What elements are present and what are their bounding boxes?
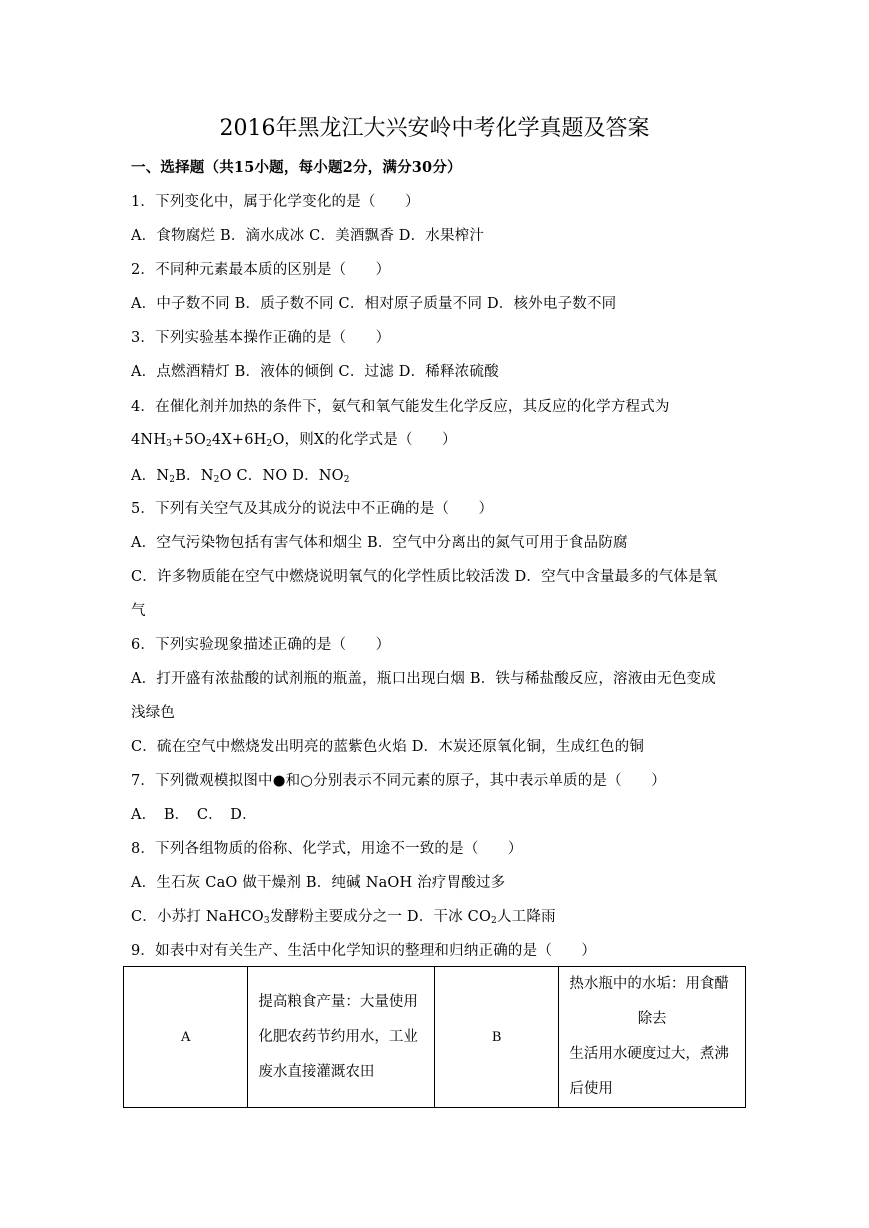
q4-options: A．$N_2B$．$N_2O$ C．NO D．$NO_2$ — [131, 468, 350, 485]
q6-options-line2: 浅绿色 — [131, 705, 176, 721]
q6-stem: 6．下列实验现象描述正确的是（ ） — [131, 637, 391, 653]
q5-options-line3: 气 — [131, 603, 146, 619]
q7-stem: 7．下列微观模拟图中●和○分别表示不同元素的原子，其中表示单质的是（ ） — [131, 773, 666, 789]
page-title: 2016年黑龙江大兴安岭中考化学真题及答案 — [219, 116, 650, 141]
q5-options-line1: A．空气污染物包括有害气体和烟尘 B．空气中分离出的氮气可用于食品防腐 — [131, 535, 628, 551]
q7-options: A． B． C． D． — [131, 807, 257, 823]
q8-options-line2: C．小苏打 NaHCO$_3$发酵粉主要成分之一 D．干冰 $CO_2$人工降雨 — [131, 909, 556, 926]
q2-stem: 2．不同种元素最本质的区别是（ ） — [131, 262, 391, 278]
q9-cell-content-a: 提高粮食产量：大量使用 化肥农药节约用水，工业 废水直接灌溉农田 — [248, 967, 435, 1108]
q3-options: A．点燃酒精灯 B．液体的倾倒 C．过滤 D．稀释浓硫酸 — [131, 364, 499, 380]
q5-options-line2: C．许多物质能在空气中燃烧说明氧气的化学性质比较活泼 D．空气中含量最多的气体是氧 — [131, 569, 718, 585]
q2-options: A．中子数不同 B．质子数不同 C．相对原子质量不同 D．核外电子数不同 — [131, 296, 617, 312]
q4-stem: 4．在催化剂并加热的条件下，氨气和氧气能发生化学反应，其反应的化学方程式为 — [131, 399, 670, 415]
q6-options-line3: C．硫在空气中燃烧发出明亮的蓝紫色火焰 D．木炭还原氧化铜，生成红色的铜 — [131, 739, 645, 755]
q4-equation: $4NH_3+5O_24X+6H_2O$，则X的化学式是（ ） — [131, 432, 457, 449]
q8-stem: 8．下列各组物质的俗称、化学式，用途不一致的是（ ） — [131, 841, 523, 857]
q1-stem: 1．下列变化中，属于化学变化的是（ ） — [131, 194, 420, 210]
q8-options-line1: A．生石灰 CaO 做干燥剂 B．纯碱 NaOH 治疗胃酸过多 — [131, 875, 506, 891]
q3-stem: 3．下列实验基本操作正确的是（ ） — [131, 330, 391, 346]
q5-stem: 5．下列有关空气及其成分的说法中不正确的是（ ） — [131, 501, 494, 517]
q9-cell-content-b: 热水瓶中的水垢：用食醋 除去 生活用水硬度过大，煮沸 后使用 — [559, 967, 746, 1108]
q9-stem: 9．如表中对有关生产、生活中化学知识的整理和归纳正确的是（ ） — [131, 943, 597, 959]
q6-options-line1: A．打开盛有浓盐酸的试剂瓶的瓶盖，瓶口出现白烟 B．铁与稀盐酸反应，溶液由无色变成 — [131, 671, 716, 687]
section-heading: 一、选择题（共15小题，每小题2分，满分30分） — [131, 159, 462, 176]
q9-table — [123, 966, 746, 1108]
q1-options: A．食物腐烂 B．滴水成冰 C．美酒飘香 D．水果榨汁 — [131, 228, 485, 244]
q9-cell-label-a: A — [124, 967, 248, 1108]
table-row — [124, 967, 746, 1108]
q9-cell-label-b: B — [434, 967, 558, 1108]
